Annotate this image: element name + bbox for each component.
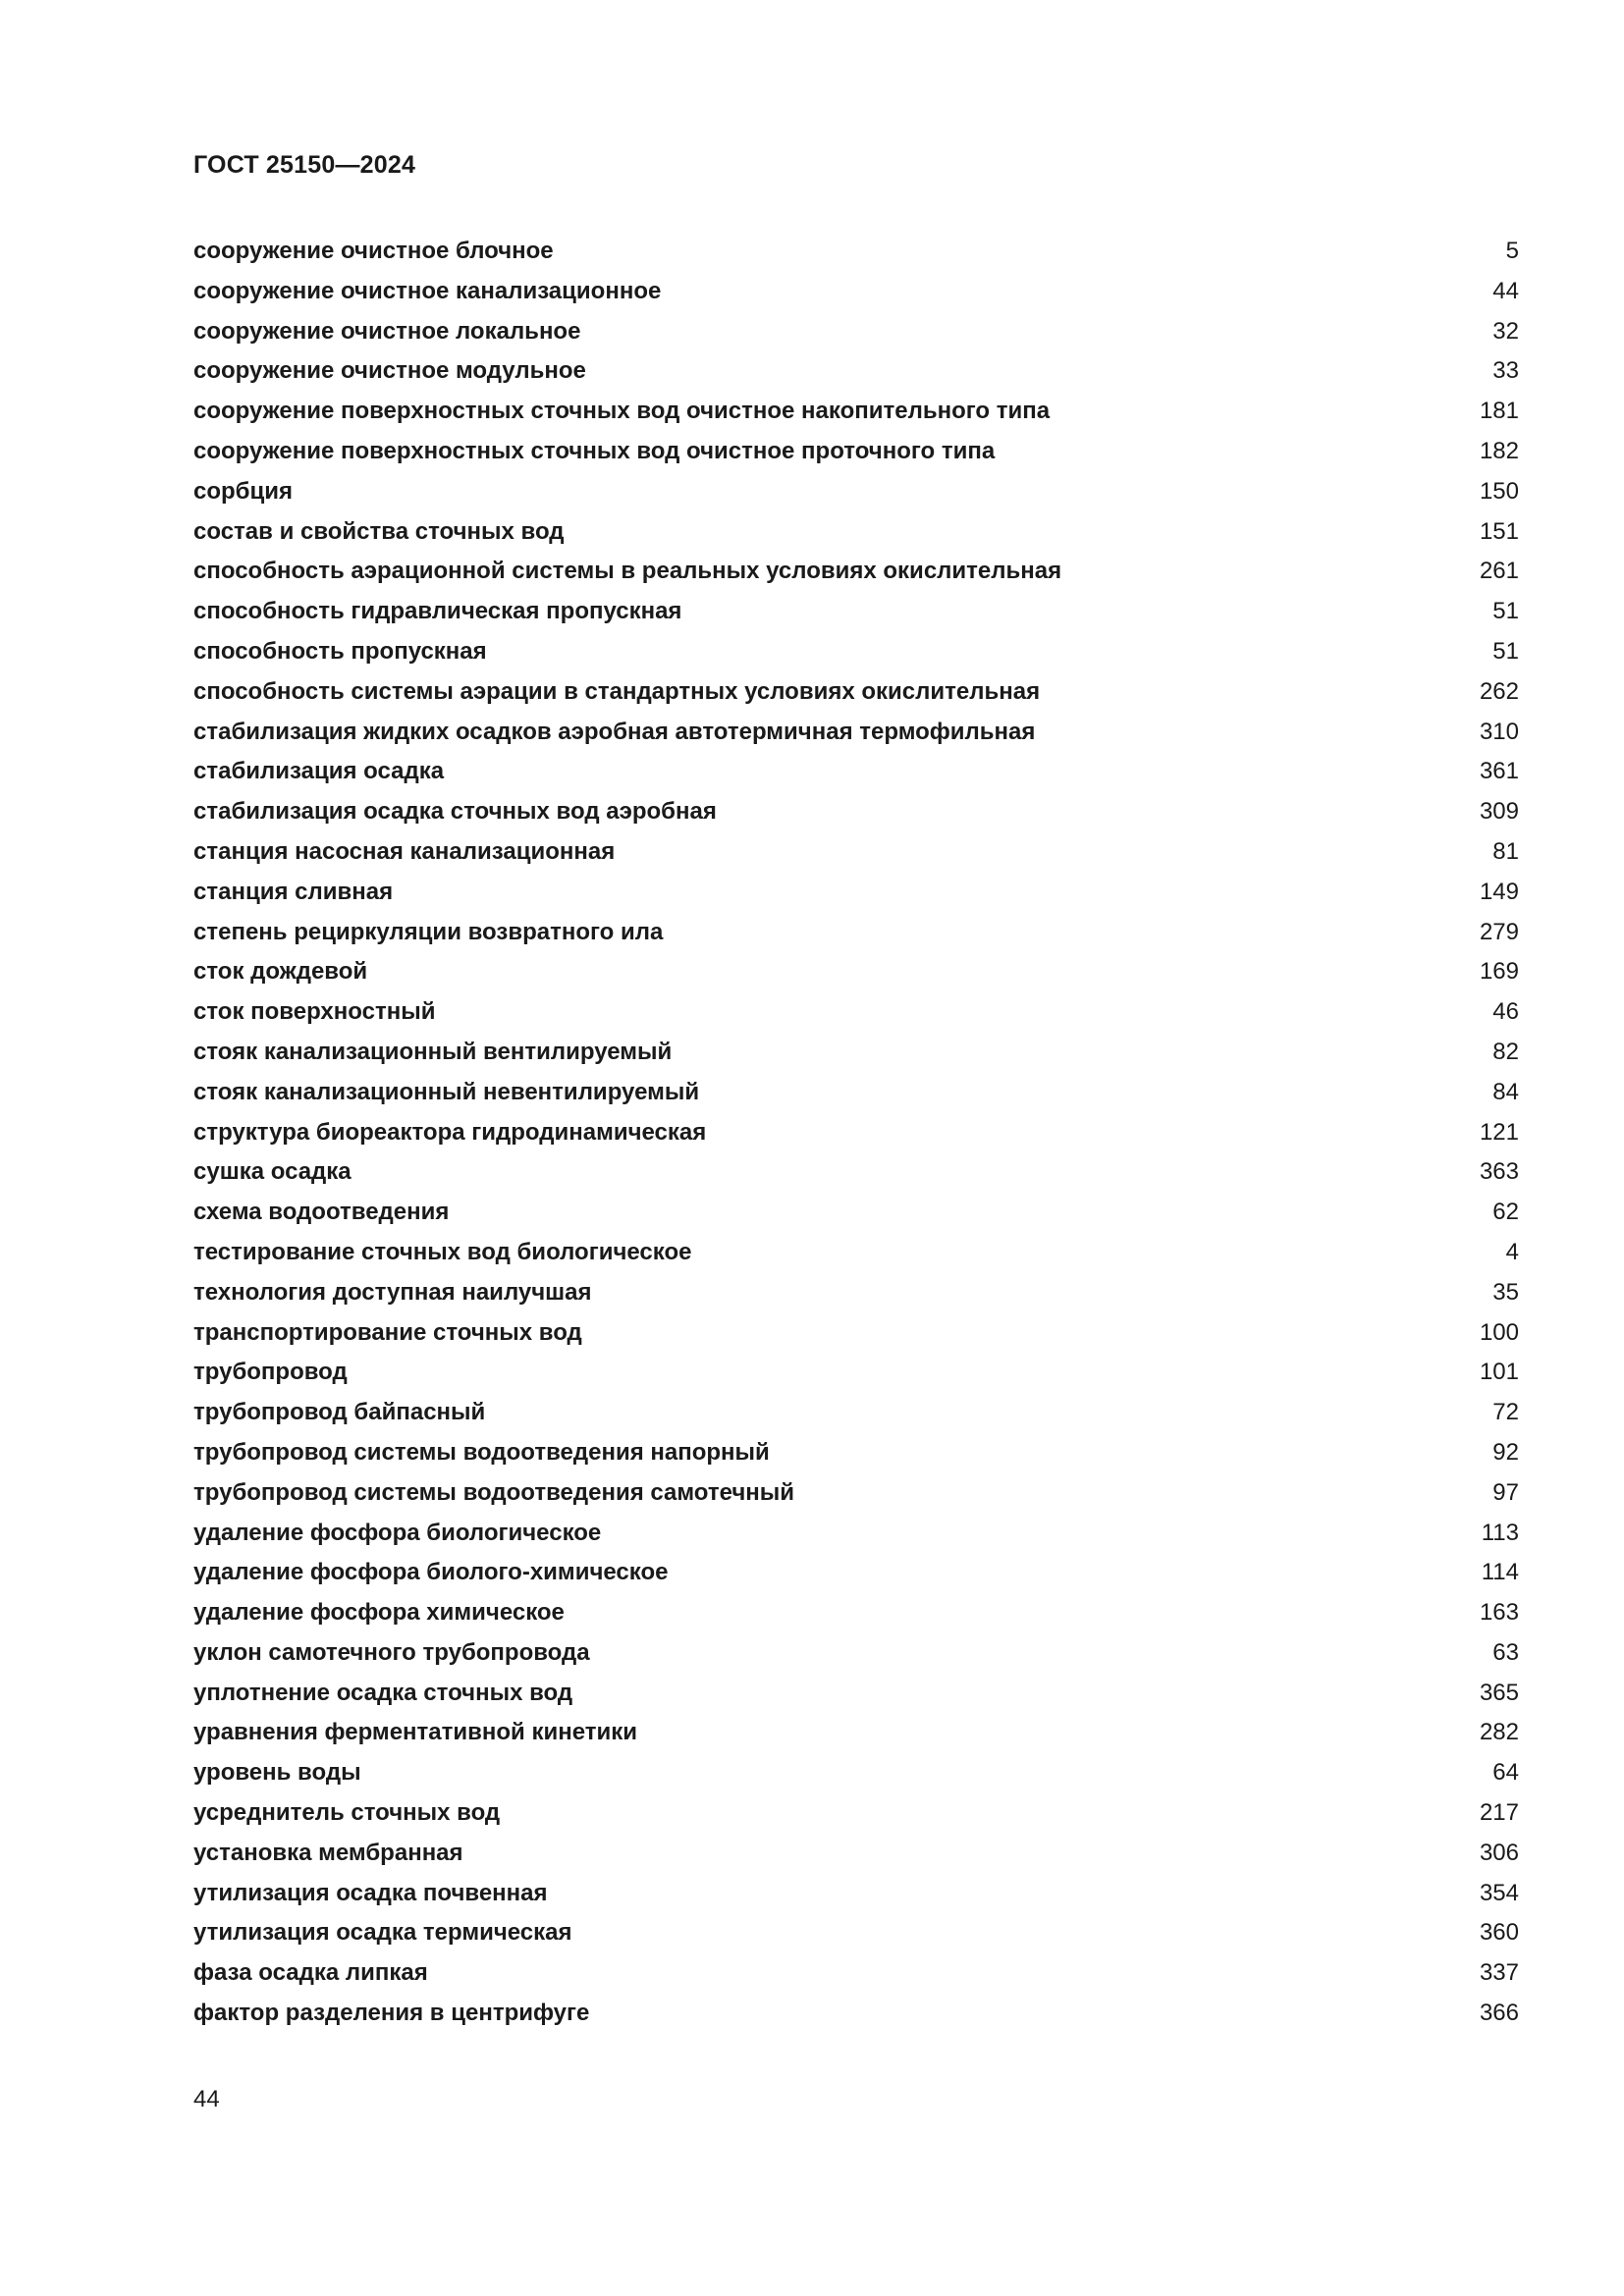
- index-entry: [193, 517, 1519, 558]
- index-entry: [193, 1598, 1519, 1638]
- index-page-ref: 114: [1481, 1559, 1519, 1586]
- index-page-ref: 64: [1492, 1759, 1519, 1787]
- index-page-ref: 113: [1481, 1519, 1519, 1546]
- index-entry: [193, 1918, 1519, 1958]
- index-term: удаление фосфора биологическое: [193, 1519, 602, 1546]
- index-page-ref: 33: [1492, 357, 1519, 385]
- index-page-ref: 337: [1479, 1959, 1519, 1987]
- index-entry: [193, 878, 1519, 918]
- index-entry: [193, 1198, 1519, 1238]
- index-page-ref: 4: [1505, 1238, 1519, 1265]
- index-term: станция насосная канализационная: [193, 837, 616, 865]
- index-term: состав и свойства сточных вод: [193, 517, 565, 545]
- index-term: сушка осадка: [193, 1158, 352, 1186]
- index-page-ref: 84: [1492, 1078, 1519, 1105]
- index-page-ref: 181: [1479, 398, 1519, 425]
- index-entry: [193, 797, 1519, 837]
- index-page-ref: 169: [1479, 958, 1519, 986]
- index-page-ref: 366: [1479, 2000, 1519, 2027]
- index-term: фактор разделения в центрифуге: [193, 2000, 590, 2027]
- index-page-ref: 151: [1479, 517, 1519, 545]
- index-term: усреднитель сточных вод: [193, 1799, 501, 1827]
- index-entry: [193, 997, 1519, 1038]
- index-term: станция сливная: [193, 878, 394, 905]
- index-term: степень рециркуляции возвратного ила: [193, 918, 664, 945]
- index-entry: [193, 237, 1519, 277]
- index-entry: [193, 918, 1519, 958]
- index-page-ref: 279: [1479, 918, 1519, 945]
- index-term: уравнения ферментативной кинетики: [193, 1719, 638, 1746]
- index-term: сооружение очистное канализационное: [193, 277, 662, 304]
- index-entry: [193, 1519, 1519, 1559]
- index-term: фаза осадка липкая: [193, 1959, 428, 1987]
- index-term: удаление фосфора химическое: [193, 1599, 565, 1627]
- page-number: 44: [193, 2086, 220, 2112]
- index-page-ref: 62: [1492, 1199, 1519, 1226]
- index-term: сток дождевой: [193, 958, 368, 986]
- index-entry: [193, 1758, 1519, 1798]
- index-term: тестирование сточных вод биологическое: [193, 1238, 692, 1265]
- index-page-ref: 100: [1479, 1318, 1519, 1346]
- index-entry: [193, 1679, 1519, 1719]
- index-term: технология доступная наилучшая: [193, 1278, 592, 1306]
- index-page-ref: 51: [1492, 637, 1519, 665]
- index-entry: [193, 477, 1519, 517]
- index-term: сооружение поверхностных сточных вод очистное накопительного типа: [193, 398, 1051, 425]
- index-entry: [193, 677, 1519, 718]
- index-page-ref: 63: [1492, 1638, 1519, 1666]
- index-entry: [193, 1558, 1519, 1598]
- index-term: транспортирование сточных вод: [193, 1318, 582, 1346]
- index-page-ref: 360: [1479, 1919, 1519, 1947]
- index-entry: [193, 637, 1519, 677]
- index-entry: [193, 1238, 1519, 1278]
- index-page-ref: 261: [1479, 558, 1519, 585]
- index-term: уклон самотечного трубопровода: [193, 1638, 590, 1666]
- index-term: трубопровод: [193, 1359, 348, 1386]
- index-term: способность системы аэрации в стандартных условиях окислительная: [193, 677, 1041, 705]
- index-page-ref: 44: [1492, 277, 1519, 304]
- index-entry: [193, 437, 1519, 477]
- index-entry: [193, 277, 1519, 317]
- index-entry: [193, 1958, 1519, 1999]
- index-entry: [193, 597, 1519, 637]
- index-page-ref: 361: [1479, 758, 1519, 785]
- index-page-ref: 46: [1492, 998, 1519, 1026]
- index-term: способность пропускная: [193, 637, 487, 665]
- index-page-ref: 149: [1479, 878, 1519, 905]
- index-page-ref: 101: [1479, 1359, 1519, 1386]
- index-term: уплотнение осадка сточных вод: [193, 1679, 573, 1706]
- index-page-ref: 354: [1479, 1879, 1519, 1906]
- index-page-ref: 82: [1492, 1038, 1519, 1065]
- document-header-title: ГОСТ 25150—2024: [193, 151, 416, 179]
- index-term: сорбция: [193, 477, 294, 505]
- index-page-ref: 365: [1479, 1679, 1519, 1706]
- index-entry: [193, 1118, 1519, 1158]
- index-entry: [193, 957, 1519, 997]
- index-term: трубопровод системы водоотведения самотечный: [193, 1478, 795, 1506]
- index-entry: [193, 1318, 1519, 1359]
- index-term: сооружение очистное локальное: [193, 317, 581, 345]
- index-page-ref: 306: [1479, 1839, 1519, 1866]
- index-term: сооружение очистное блочное: [193, 238, 554, 264]
- index-entry: [193, 1798, 1519, 1839]
- index-term: способность гидравлическая пропускная: [193, 598, 682, 625]
- index-entry: [193, 1157, 1519, 1198]
- index-page-ref: 310: [1479, 718, 1519, 745]
- index-term: схема водоотведения: [193, 1199, 450, 1226]
- index-page-ref: 150: [1479, 477, 1519, 505]
- index-page-ref: 51: [1492, 598, 1519, 625]
- index-term: стабилизация осадка: [193, 758, 445, 785]
- index-term: утилизация осадка термическая: [193, 1919, 572, 1947]
- index-term: стояк канализационный невентилируемый: [193, 1078, 700, 1105]
- index-entry: [193, 397, 1519, 437]
- index-page-ref: 262: [1479, 677, 1519, 705]
- index-entry: [193, 1478, 1519, 1519]
- index-term: утилизация осадка почвенная: [193, 1879, 548, 1906]
- index-page-ref: 5: [1505, 238, 1519, 264]
- index-term: уровень воды: [193, 1759, 361, 1787]
- index-term: сооружение очистное модульное: [193, 357, 586, 385]
- index-term: трубопровод системы водоотведения напорный: [193, 1438, 770, 1466]
- index-term: сток поверхностный: [193, 998, 436, 1026]
- index-term: удаление фосфора биолого-химическое: [193, 1559, 669, 1586]
- index-entry: [193, 557, 1519, 597]
- index-entry: [193, 356, 1519, 397]
- index-entry: [193, 317, 1519, 357]
- index-entry: [193, 1839, 1519, 1879]
- alphabetical-index-list: [193, 237, 1519, 2039]
- index-term: способность аэрационной системы в реальных условиях окислительная: [193, 558, 1062, 585]
- index-page-ref: 97: [1492, 1478, 1519, 1506]
- index-page-ref: 121: [1479, 1118, 1519, 1146]
- index-page-ref: 163: [1479, 1599, 1519, 1627]
- index-entry: [193, 1438, 1519, 1478]
- index-page-ref: 32: [1492, 317, 1519, 345]
- index-term: стабилизация жидких осадков аэробная автотермичная термофильная: [193, 718, 1036, 745]
- index-entry: [193, 718, 1519, 758]
- index-page-ref: 72: [1492, 1399, 1519, 1426]
- index-term: стабилизация осадка сточных вод аэробная: [193, 798, 717, 826]
- index-entry: [193, 837, 1519, 878]
- index-page-ref: 309: [1479, 798, 1519, 826]
- index-entry: [193, 1078, 1519, 1118]
- index-entry: [193, 1358, 1519, 1398]
- index-entry: [193, 1999, 1519, 2039]
- index-page-ref: 217: [1479, 1799, 1519, 1827]
- index-entry: [193, 1879, 1519, 1919]
- index-entry: [193, 1638, 1519, 1679]
- index-entry: [193, 1718, 1519, 1758]
- index-page-ref: 92: [1492, 1438, 1519, 1466]
- index-term: установка мембранная: [193, 1839, 463, 1866]
- index-page-ref: 282: [1479, 1719, 1519, 1746]
- index-page-ref: 81: [1492, 837, 1519, 865]
- index-term: стояк канализационный вентилируемый: [193, 1038, 673, 1065]
- index-entry: [193, 1278, 1519, 1318]
- index-term: структура биореактора гидродинамическая: [193, 1118, 707, 1146]
- index-term: трубопровод байпасный: [193, 1399, 486, 1426]
- index-entry: [193, 1038, 1519, 1078]
- index-page-ref: 182: [1479, 437, 1519, 464]
- index-term: сооружение поверхностных сточных вод очистное проточного типа: [193, 437, 996, 464]
- index-page-ref: 363: [1479, 1158, 1519, 1186]
- index-page-ref: 35: [1492, 1278, 1519, 1306]
- index-entry: [193, 757, 1519, 797]
- index-entry: [193, 1398, 1519, 1438]
